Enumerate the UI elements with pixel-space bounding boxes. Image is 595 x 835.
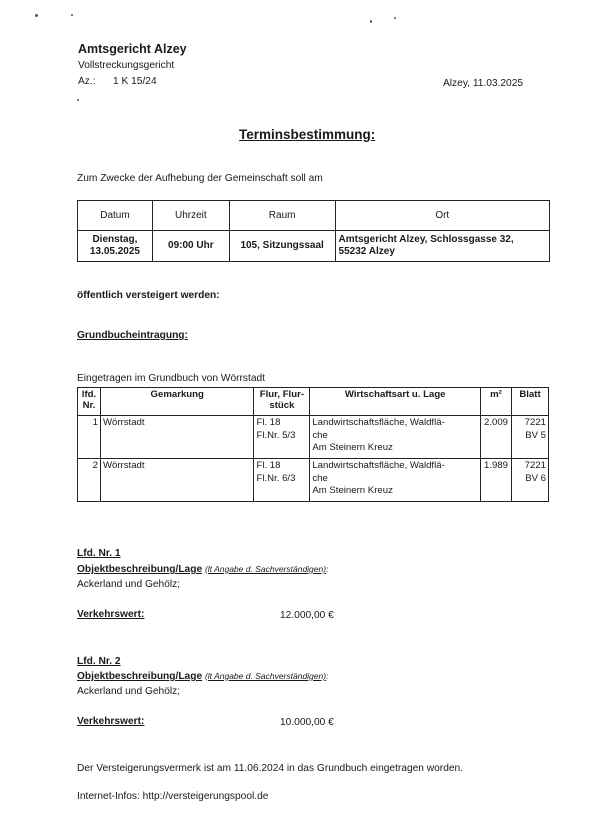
header-room: Raum (229, 201, 335, 231)
header-place: Ort (335, 201, 549, 231)
scan-speck (71, 14, 73, 16)
schedule-date (78, 231, 153, 262)
schedule-date-value: 13.05.2025 (89, 246, 140, 257)
object-description-note: (lt Angabe d. Sachverständigen) (204, 564, 327, 574)
table-row (78, 416, 549, 459)
parcel-flur-line1: Fl. 18 (256, 417, 281, 428)
parcel-nr: 1 (78, 416, 101, 459)
parcel-sheet-line2: BV 5 (525, 429, 546, 441)
header-flur-line2: stück (269, 400, 295, 411)
object-description-suffix: : (326, 564, 329, 574)
market-value: 12.000,00 € (280, 610, 334, 621)
parcel-flur-line2: Fl.Nr. 5/3 (256, 429, 296, 441)
scan-speck (370, 20, 372, 23)
schedule-place-address: Amtsgericht Alzey, Schlossgasse 32, (338, 234, 514, 245)
parcel-sheet-line1: 7221 (524, 417, 546, 428)
parcel-sheet (512, 459, 549, 502)
scan-speck (77, 99, 79, 101)
header-district: Gemarkung (100, 388, 254, 416)
table-row (78, 231, 550, 262)
parcel-usage-line3: Am Steinern Kreuz (312, 442, 393, 453)
object-description: Ackerland und Gehölz; (77, 686, 181, 697)
object-description-label (77, 564, 328, 575)
header-usage: Wirtschaftsart u. Lage (310, 388, 481, 416)
table-header-row (78, 388, 549, 416)
parcel-flur (254, 459, 310, 502)
parcel-district: Wörrstadt (100, 459, 254, 502)
object-description-label (77, 671, 328, 682)
table-row (78, 459, 549, 502)
file-number: 1 K 15/24 (113, 76, 157, 87)
parcel-usage (310, 416, 481, 459)
parcel-sheet-line1: 7221 (524, 460, 546, 471)
header-area: m² (481, 388, 512, 416)
parcel-sheet-line2: BV 6 (525, 472, 546, 484)
parcel-usage (310, 459, 481, 502)
object-description-note: (lt Angabe d. Sachverständigen) (204, 671, 327, 681)
header-sheet: Blatt (512, 388, 549, 416)
parcel-usage-line3: Am Steinern Kreuz (312, 485, 393, 496)
intro-text: Zum Zwecke der Aufhebung der Gemeinschaft soll am (77, 173, 323, 184)
parcel-usage-line2: che (312, 472, 328, 484)
parcel-usage-line2: che (312, 429, 328, 441)
parcel-district: Wörrstadt (100, 416, 254, 459)
object-heading: Lfd. Nr. 1 (77, 548, 121, 559)
auction-text: öffentlich versteigert werden: (77, 290, 220, 301)
parcel-usage-line1: Landwirtschaftsfläche, Waldflä- (312, 417, 445, 428)
scan-speck (35, 14, 38, 17)
market-value: 10.000,00 € (280, 717, 334, 728)
schedule-room: 105, Sitzungssaal (229, 231, 335, 262)
parcel-sheet (512, 416, 549, 459)
schedule-table (77, 200, 550, 262)
schedule-time: 09:00 Uhr (152, 231, 229, 262)
court-name: Amtsgericht Alzey (78, 42, 187, 56)
object-description: Ackerland und Gehölz; (77, 579, 181, 590)
header-nr (78, 388, 101, 416)
parcel-usage-line1: Landwirtschaftsfläche, Waldflä- (312, 460, 445, 471)
internet-info: Internet-Infos: http://versteigerungspool.de (77, 791, 269, 802)
parcel-flur (254, 416, 310, 459)
header-flur-line1: Flur, Flur- (259, 389, 305, 400)
page-title: Terminsbestimmung: (239, 127, 376, 142)
parcel-area: 1.989 (481, 459, 512, 502)
object-heading: Lfd. Nr. 2 (77, 656, 121, 667)
object-description-title: Objektbeschreibung/Lage (77, 564, 203, 575)
court-department: Vollstreckungsgericht (78, 60, 175, 71)
market-value-label: Verkehrswert: (77, 609, 145, 620)
parcel-flur-line1: Fl. 18 (256, 460, 281, 471)
parcel-area: 2.009 (481, 416, 512, 459)
file-number-label: Az.: (78, 76, 96, 87)
header-flur (254, 388, 310, 416)
header-nr-line2: Nr. (82, 400, 96, 411)
object-description-suffix: : (326, 671, 329, 681)
market-value-label: Verkehrswert: (77, 716, 145, 727)
schedule-place (335, 231, 549, 262)
header-date: Datum (78, 201, 153, 231)
table-header-row (78, 201, 550, 231)
scan-speck (394, 17, 396, 19)
land-register-intro: Eingetragen im Grundbuch von Wörrstadt (77, 373, 265, 384)
land-register-heading: Grundbucheintragung: (77, 330, 188, 341)
place-date: Alzey, 11.03.2025 (443, 78, 524, 89)
schedule-weekday: Dienstag, (92, 234, 138, 245)
parcel-nr: 2 (78, 459, 101, 502)
header-time: Uhrzeit (152, 201, 229, 231)
schedule-place-city: 55232 Alzey (338, 246, 395, 257)
register-note: Der Versteigerungsvermerk ist am 11.06.2024 in das Grundbuch eingetragen worden. (77, 763, 464, 774)
object-description-title: Objektbeschreibung/Lage (77, 671, 203, 682)
parcel-flur-line2: Fl.Nr. 6/3 (256, 472, 296, 484)
parcels-table (77, 387, 549, 502)
header-nr-line1: lfd. (81, 389, 97, 400)
